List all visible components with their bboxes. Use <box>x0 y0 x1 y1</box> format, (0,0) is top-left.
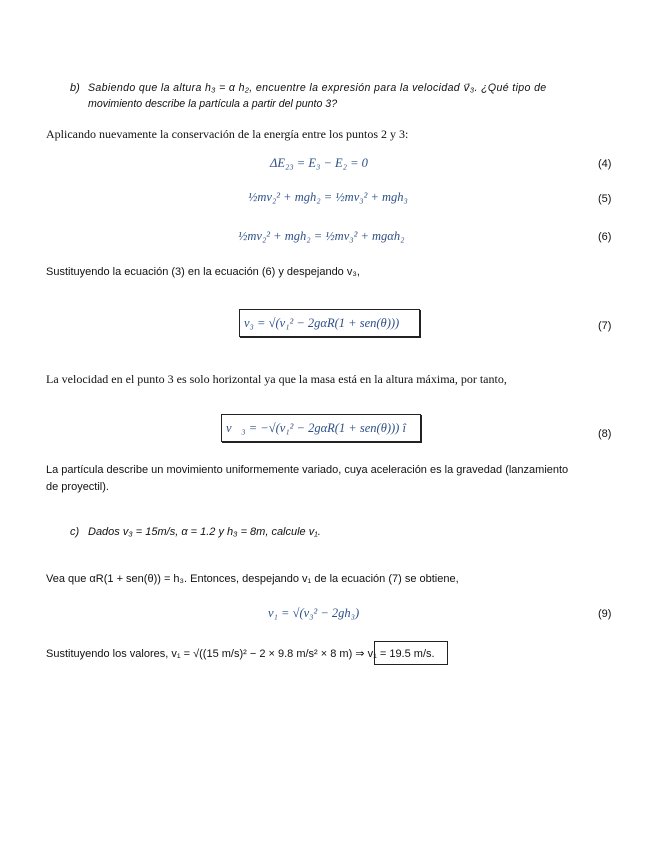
equation-7: v₃ = √(v₁² − 2gαR(1 + sen(θ))) <box>244 316 400 330</box>
see-text: Vea que αR(1 + sen(θ)) = h₃. Entonces, despejando v₁ de la ecuación (7) se obtiene, <box>46 573 459 585</box>
equation-8: v⃗₃ = −√(v₁² − 2gαR(1 + sen(θ))) î <box>226 421 406 435</box>
equation-4-number: (4) <box>598 158 612 170</box>
equation-7-box <box>239 309 420 337</box>
equation-8-number: (8) <box>598 428 612 440</box>
conclusion-line2: de proyectil). <box>46 481 109 493</box>
equation-9-number: (9) <box>598 608 612 620</box>
equation-5: ½mv₂² + mgh₂ = ½mv₃² + mgh₃ <box>248 190 408 204</box>
equation-6: ½mv₂² + mgh₂ = ½mv₃² + mgαh₂ <box>238 229 405 243</box>
final-result-box <box>374 641 448 665</box>
intro-energy-text: Aplicando nuevamente la conservación de la energía entre los puntos 2 y 3: <box>46 127 409 141</box>
conclusion-line1: La partícula describe un movimiento uniformemente variado, cuya aceleración es la gravedad (lanzamiento <box>46 464 569 476</box>
equation-5-number: (5) <box>598 193 612 205</box>
equation-9: v₁ = √(v₃² − 2gh₃) <box>268 606 360 620</box>
equation-8-box <box>221 414 421 442</box>
part-c-question: Dados v₃ = 15m/s, α = 1.2 y h₃ = 8m, calcule v₁. <box>88 526 321 538</box>
equation-4: ΔE₂₃ = E₃ − E₂ = 0 <box>270 156 368 170</box>
part-c-label: c) <box>70 526 80 538</box>
substitute-text: Sustituyendo la ecuación (3) en la ecuación (6) y despejando v₃, <box>46 266 360 278</box>
velocity-text: La velocidad en el punto 3 es solo horizontal ya que la masa está en la altura máxima, por tanto, <box>46 372 507 386</box>
part-b-question-line1: Sabiendo que la altura h₃ = α h₂, encuentre la expresión para la velocidad v⃗₃. ¿Qué tipo de <box>88 82 547 94</box>
final-result-text: Sustituyendo los valores, v₁ = √((15 m/s)² − 2 × 9.8 m/s² × 8 m) ⇒ v₁ = 19.5 m/s. <box>46 648 435 660</box>
part-b-question-line2: movimiento describe la partícula a partir del punto 3? <box>88 98 338 110</box>
equation-7-number: (7) <box>598 320 612 332</box>
part-b-label: b) <box>70 82 80 94</box>
equation-6-number: (6) <box>598 231 612 243</box>
